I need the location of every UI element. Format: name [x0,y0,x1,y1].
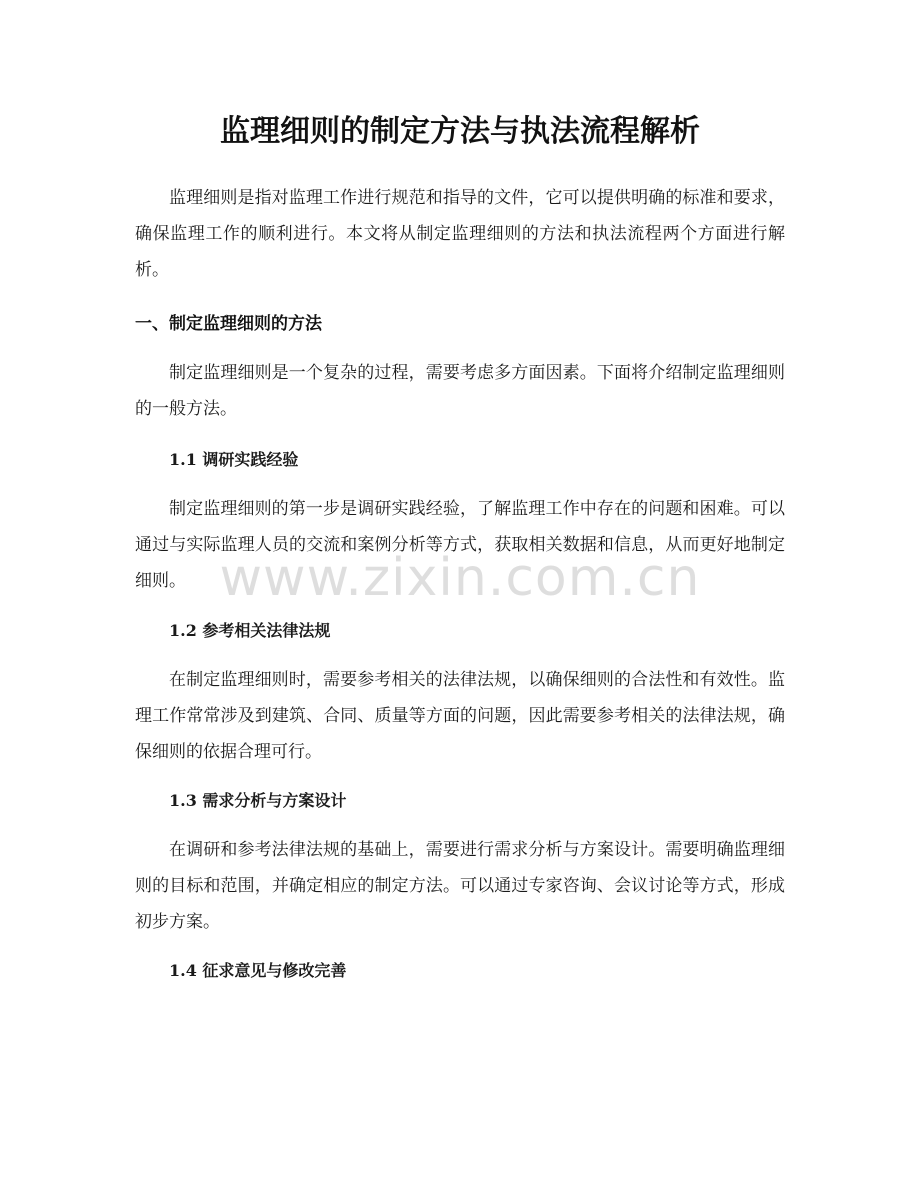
subsection-1-1-heading: 1.1 调研实践经验 [169,450,299,469]
section1-intro-paragraph: 制定监理细则是一个复杂的过程，需要考虑多方面因素。下面将介绍制定监理细则的一般方法。 [135,363,785,419]
subsection-1-4-heading: 1.4 征求意见与修改完善 [169,961,347,980]
intro-paragraph: 监理细则是指对监理工作进行规范和指导的文件，它可以提供明确的标准和要求，确保监理工作的顺利进行。本文将从制定监理细则的方法和执法流程两个方面进行解析。 [135,188,785,280]
watermark: www.zixin.com.cn [219,548,701,608]
subsection-1-2-heading: 1.2 参考相关法律法规 [169,621,331,640]
section1-heading: 一、制定监理细则的方法 [135,314,322,334]
subsection-1-2-paragraph: 在制定监理细则时，需要参考相关的法律法规，以确保细则的合法性和有效性。监理工作常常涉及到建筑、合同、质量等方面的问题，因此需要参考相关的法律法规，确保细则的依据合理可行。 [135,670,785,762]
subsection-1-3-paragraph: 在调研和参考法律法规的基础上，需要进行需求分析与方案设计。需要明确监理细则的目标和范围，并确定相应的制定方法。可以通过专家咨询、会议讨论等方式，形成初步方案。 [135,840,785,932]
subsection-1-3-heading: 1.3 需求分析与方案设计 [169,791,347,810]
subsection-1-1-paragraph: 制定监理细则的第一步是调研实践经验，了解监理工作中存在的问题和困难。可以通过与实际监理人员的交流和案例分析等方式，获取相关数据和信息，从而更好地制定细则。 [135,499,785,591]
document-title: 监理细则的制定方法与执法流程解析 [220,114,700,149]
